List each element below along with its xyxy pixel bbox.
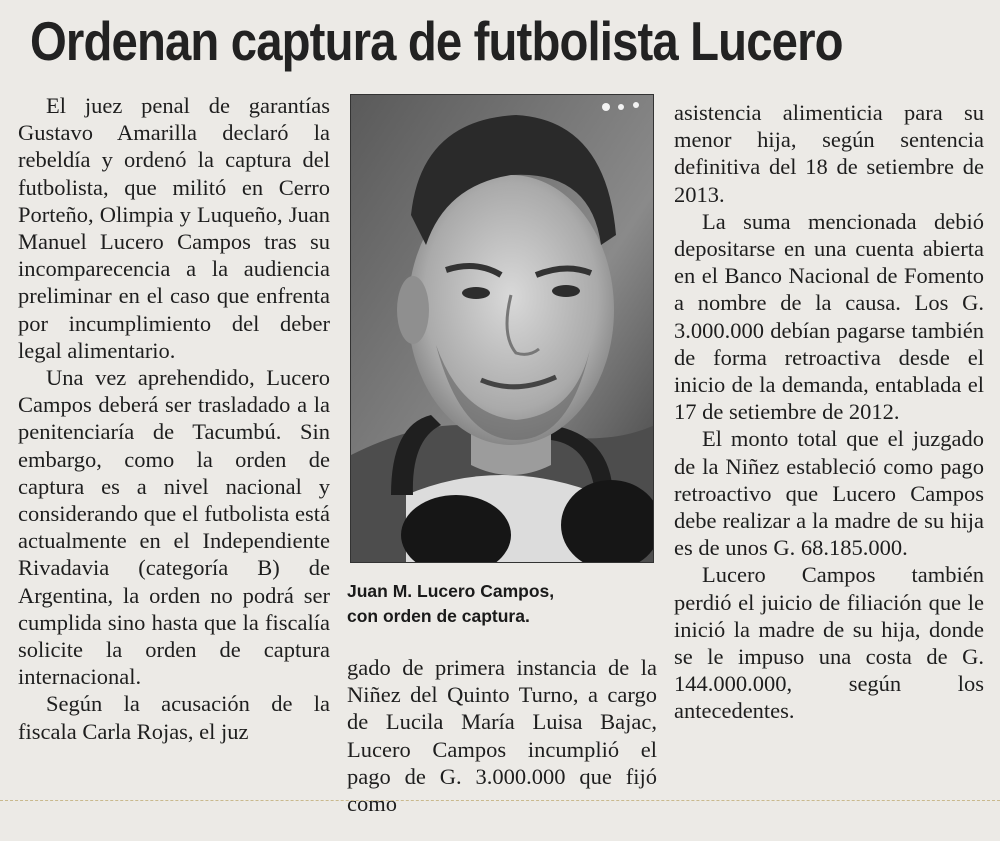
player-portrait-image [351, 95, 654, 563]
paragraph: Lucero Campos también perdió el juicio de filiación que le inició la madre de su hija, donde se le impuso una costa de G. 144.000.000, según los antecedentes. [674, 562, 984, 724]
paragraph: El juez penal de garantías Gustavo Amarilla declaró la rebeldía y ordenó la captura del futbolista, que militó en Cerro Porteño, Olimpia y Luqueño, Juan Manuel Lucero Campos tras su incomparecencia a la audiencia preliminar en el caso que enfrenta por incumplimiento del deber legal alimentario. [18, 93, 330, 363]
clipping-cut-line [0, 800, 1000, 801]
paragraph: asistencia alimenticia para su menor hija, según sentencia definitiva del 18 de setiembre de 2013. [674, 100, 984, 207]
article-column-1 [18, 92, 330, 745]
article-column-2 [347, 654, 657, 817]
caption-line: Juan M. Lucero Campos, [347, 581, 555, 601]
paragraph: El monto total que el juzgado de la Niñez estableció como pago retroactivo que Lucero Campos debe realizar a la madre de su hija es de unos G. 68.185.000. [674, 426, 984, 561]
photo-caption [347, 579, 667, 629]
paragraph: Una vez aprehendido, Lucero Campos deberá ser trasladado a la penitenciaría de Tacumbú. Sin embargo, como la orden de captura es a nivel nacional y considerando que el futbolista está actualmente en el Independiente Rivadavia (categoría B) de Argentina, la orden no podrá ser cumplida sino hasta que la fiscalía solicite la orden de captura internacional. [18, 365, 330, 690]
article-column-3 [674, 99, 984, 725]
headline: Ordenan captura de futbolista Lucero [30, 10, 843, 72]
paragraph: gado de primera instancia de la Niñez del Quinto Turno, a cargo de Lucila María Luisa Bajac, Lucero Campos incumplió el pago de G. 3.000.000 que fijó como [347, 655, 657, 817]
paragraph: La suma mencionada debió depositarse en una cuenta abierta en el Banco Nacional de Fomento a nombre de la causa. Los G. 3.000.000 debían pagarse también de forma retroactiva desde el inicio de la demanda, entablada el 17 de setiembre de 2012. [674, 208, 984, 425]
paragraph: Según la acusación de la fiscala Carla Rojas, el juz [18, 691, 330, 744]
player-photo [350, 94, 654, 563]
caption-line: con orden de captura. [347, 606, 530, 626]
